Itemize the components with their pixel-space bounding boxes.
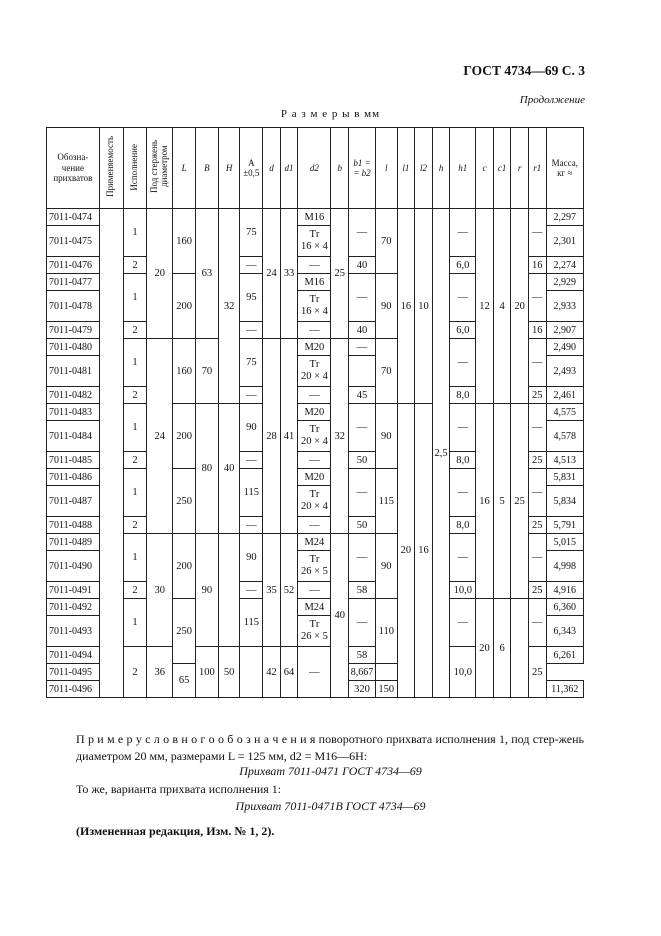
version-cell: 1 <box>123 469 147 517</box>
col-h: h <box>432 128 450 209</box>
h1-cell: 6,0 <box>450 322 476 339</box>
col-l1: l1 <box>397 128 415 209</box>
mass-cell: 2,274 <box>546 257 583 274</box>
b1-cell: — <box>349 599 376 647</box>
r1-cell: — <box>528 599 546 647</box>
version-cell: 1 <box>123 534 147 582</box>
col-r: r <box>511 128 529 209</box>
designation-cell: 7011-0476 <box>47 257 100 274</box>
l-cell: 90 <box>375 274 397 339</box>
r1-cell: 25 <box>528 582 546 599</box>
h-cell: 2,5 <box>432 209 450 698</box>
b1-cell: — <box>349 534 376 582</box>
A-cell: 75 <box>240 209 263 257</box>
l2-cell: 16 <box>415 404 433 698</box>
example-paragraph: П р и м е р у с л о в н о г о о б о з н а ч е н и я поворотного прихвата исполнения 1, под стер-жень диаметром 20 мм, размерами L = 125 мм, d2 = М16—6H: <box>76 732 584 764</box>
l1-cell: 20 <box>397 404 415 698</box>
L-cell: 250 <box>173 599 196 664</box>
designation-cell: 7011-0494 <box>47 647 100 664</box>
page-header-title: ГОСТ 4734—69 С. 3 <box>463 63 585 78</box>
r1-cell: 25 <box>528 452 546 469</box>
r1-cell: — <box>528 534 546 582</box>
rod-diameter-cell: 36 <box>147 647 173 698</box>
A-cell: — <box>240 257 263 274</box>
designation-cell: 7011-0484 <box>47 421 100 452</box>
d1-cell: 33 <box>280 209 298 339</box>
b1-cell: 40 <box>349 257 376 274</box>
col-rod-diameter: Под стержень диаметром <box>147 128 173 209</box>
r1-cell: — <box>528 209 546 257</box>
L-cell: 250 <box>173 469 196 534</box>
L-cell: 200 <box>173 534 196 599</box>
col-H: H <box>218 128 240 209</box>
A-cell: 115 <box>240 599 263 647</box>
d2-cell: Тr 20 × 4 <box>298 421 331 452</box>
H-cell: 50 <box>218 647 240 698</box>
d2-cell: — <box>298 387 331 404</box>
table-row <box>47 209 584 226</box>
r1-cell: — <box>528 404 546 452</box>
b1-cell: 50 <box>349 517 376 534</box>
r1-cell: 16 <box>528 322 546 339</box>
col-mass: Масса, кг ≈ <box>546 128 583 209</box>
col-L: L <box>173 128 196 209</box>
h1-cell: 10,0 <box>450 582 476 599</box>
mass-cell: 5,831 <box>546 469 583 486</box>
B-cell: 63 <box>195 209 218 339</box>
designation-cell: 7011-0486 <box>47 469 100 486</box>
designation-cell: 7011-0482 <box>47 387 100 404</box>
version-cell: 2 <box>123 387 147 404</box>
col-c: c <box>476 128 494 209</box>
d2-cell: М20 <box>298 404 331 421</box>
table-row <box>47 404 584 421</box>
b1-cell: — <box>349 469 376 517</box>
b1-cell: — <box>349 209 376 257</box>
L-cell: 320 <box>349 681 376 698</box>
A-cell: 115 <box>240 469 263 517</box>
l-cell: 110 <box>375 599 397 664</box>
designation-cell: 7011-0477 <box>47 274 100 291</box>
l-cell: 70 <box>375 209 397 274</box>
h1-cell: — <box>450 404 476 452</box>
mass-cell: 5,015 <box>546 534 583 551</box>
d2-cell: Тr 16 × 4 <box>298 226 331 257</box>
mass-cell: 5,834 <box>546 486 583 517</box>
col-c1: c1 <box>493 128 511 209</box>
mass-cell: 6,343 <box>546 616 583 647</box>
mass-cell: 6,360 <box>546 599 583 616</box>
rod-diameter-cell: 20 <box>147 209 173 339</box>
designation-cell: 7011-0475 <box>47 226 100 257</box>
designation-cell: 7011-0489 <box>47 534 100 551</box>
b1-cell: — <box>349 274 376 322</box>
designation-cell: 7011-0495 <box>47 664 100 681</box>
d2-cell: М24 <box>298 599 331 616</box>
example-variant-text: То же, варианта прихвата исполнения 1: <box>76 782 282 796</box>
c-cell: 20 <box>476 599 494 698</box>
d2-cell: — <box>298 322 331 339</box>
version-cell: 2 <box>123 452 147 469</box>
A-cell: — <box>240 582 263 599</box>
d-cell: 35 <box>263 534 281 647</box>
b-cell: 40 <box>331 534 349 698</box>
version-cell: 2 <box>123 517 147 534</box>
L-cell: 160 <box>173 209 196 274</box>
h1-cell: 10,0 <box>450 647 476 698</box>
table-row <box>47 599 584 616</box>
designation-cell: 7011-0478 <box>47 291 100 322</box>
h1-cell: — <box>450 274 476 322</box>
designation-cell: 7011-0493 <box>47 616 100 647</box>
H-cell <box>218 534 240 647</box>
r1-cell: — <box>528 339 546 387</box>
b-cell: 25 <box>331 209 349 339</box>
r1-cell: — <box>528 274 546 322</box>
version-cell: 1 <box>123 339 147 387</box>
col-d2: d2 <box>298 128 331 209</box>
mass-cell: 4,513 <box>546 452 583 469</box>
A-cell: 90 <box>240 404 263 452</box>
h1-cell: — <box>450 209 476 257</box>
L-cell: 200 <box>173 274 196 339</box>
b1-cell: 58 <box>349 647 376 664</box>
r1-cell: 25 <box>528 387 546 404</box>
b1-cell: 58 <box>349 582 376 599</box>
d2-cell: — <box>298 257 331 274</box>
c-cell: 16 <box>476 404 494 599</box>
d2-cell: Тr 16 × 4 <box>298 291 331 322</box>
d-cell: 28 <box>263 339 281 534</box>
h1-cell: 8,0 <box>450 387 476 404</box>
version-cell: 1 <box>123 599 147 647</box>
b1-cell: 50 <box>349 452 376 469</box>
d2-cell: — <box>298 582 331 599</box>
designation-cell: 7011-0487 <box>47 486 100 517</box>
mass-cell: 4,578 <box>546 421 583 452</box>
col-l: l <box>375 128 397 209</box>
A-cell: 90 <box>240 534 263 582</box>
d2-cell: Тr 26 × 5 <box>298 551 331 582</box>
table-header-row <box>47 128 584 209</box>
mass-cell: 5,791 <box>546 517 583 534</box>
mass-cell: 4,575 <box>546 404 583 421</box>
c1-cell: 4 <box>493 209 511 404</box>
applicability-cell <box>99 209 123 698</box>
d2-cell: М20 <box>298 339 331 356</box>
l-cell: 150 <box>375 681 397 698</box>
d2-cell: М24 <box>298 534 331 551</box>
h1-cell: 8,0 <box>450 452 476 469</box>
designation-cell: 7011-0483 <box>47 404 100 421</box>
version-cell: 1 <box>123 404 147 452</box>
col-A: A ±0,5 <box>240 128 263 209</box>
version-cell: 1 <box>123 274 147 322</box>
h1-cell: — <box>450 469 476 517</box>
example-designation-2: Прихват 7011-0471В ГОСТ 4734—69 <box>235 799 426 813</box>
L-cell: 160 <box>173 339 196 404</box>
mass-cell: 2,461 <box>546 387 583 404</box>
designation-cell: 7011-0491 <box>47 582 100 599</box>
b-cell: 32 <box>331 339 349 534</box>
continuation-label: Продолжение <box>519 94 585 106</box>
l1-cell: 16 <box>397 209 415 404</box>
version-cell: 1 <box>123 209 147 257</box>
l-cell: 115 <box>375 469 397 534</box>
A-cell <box>240 647 263 698</box>
designation-cell: 7011-0479 <box>47 322 100 339</box>
mass-cell: 6,261 <box>546 647 583 664</box>
col-d: d <box>263 128 281 209</box>
version-cell: 2 <box>123 322 147 339</box>
designation-cell: 7011-0492 <box>47 599 100 616</box>
b1-cell: — <box>349 404 376 452</box>
A-cell: 95 <box>240 274 263 322</box>
b1-cell <box>349 356 376 387</box>
H-cell: 32 <box>218 209 240 404</box>
d2-cell: М20 <box>298 469 331 486</box>
mass-cell: 2,929 <box>546 274 583 291</box>
d2-cell: Тr 20 × 4 <box>298 486 331 517</box>
mass-cell: 2,301 <box>546 226 583 257</box>
h1-cell: 8,0 <box>450 517 476 534</box>
mass-cell: 2,907 <box>546 322 583 339</box>
b1-cell: 40 <box>349 322 376 339</box>
designation-cell: 7011-0481 <box>47 356 100 387</box>
L-cell: 200 <box>173 404 196 469</box>
r-cell: 25 <box>511 404 529 599</box>
col-l2: l2 <box>415 128 433 209</box>
designation-cell: 7011-0485 <box>47 452 100 469</box>
d1-cell: 64 <box>280 647 298 698</box>
col-b: b <box>331 128 349 209</box>
d1-cell: 52 <box>280 534 298 647</box>
col-applicability: Применяемость <box>99 128 123 209</box>
l-cell: 90 <box>375 534 397 599</box>
designation-cell: 7011-0488 <box>47 517 100 534</box>
designation-cell: 7011-0480 <box>47 339 100 356</box>
col-B: B <box>195 128 218 209</box>
mass-cell: 2,297 <box>546 209 583 226</box>
A-cell: — <box>240 517 263 534</box>
designation-cell: 7011-0490 <box>47 551 100 582</box>
units-caption: Р а з м е р ы в мм <box>280 108 381 120</box>
col-d1: d1 <box>280 128 298 209</box>
B-cell: 100 <box>195 647 218 698</box>
A-cell: — <box>240 322 263 339</box>
A-cell: — <box>240 387 263 404</box>
mass-cell: 11,362 <box>546 681 583 698</box>
h1-cell: 6,0 <box>450 257 476 274</box>
designation-cell: 7011-0474 <box>47 209 100 226</box>
h1-cell: — <box>450 339 476 387</box>
r-cell <box>511 599 529 698</box>
h1-cell: — <box>450 599 476 647</box>
b1-cell: 65 <box>173 664 196 698</box>
l2-cell: 10 <box>415 209 433 404</box>
col-h1: h1 <box>450 128 476 209</box>
rod-diameter-cell: 24 <box>147 339 173 534</box>
B-cell: 70 <box>195 339 218 404</box>
mass-cell: 8,667 <box>349 664 376 681</box>
A-cell: — <box>240 452 263 469</box>
col-b1: b1 = = b2 <box>349 128 376 209</box>
d2-cell: Тr 26 × 5 <box>298 616 331 647</box>
c-cell: 12 <box>476 209 494 404</box>
rod-diameter-cell: 30 <box>147 534 173 647</box>
version-cell: 2 <box>123 647 147 698</box>
d2-cell: — <box>298 517 331 534</box>
B-cell: 80 <box>195 404 218 534</box>
mass-cell: 2,493 <box>546 356 583 387</box>
d-cell: 24 <box>263 209 281 339</box>
revision-note: (Измененная редакция, Изм. № 1, 2). <box>76 824 275 838</box>
c1-cell: 5 <box>493 404 511 599</box>
d2-cell: М16 <box>298 274 331 291</box>
r1-cell: 25 <box>528 517 546 534</box>
r1-cell: 25 <box>528 647 546 698</box>
mass-cell: 2,933 <box>546 291 583 322</box>
version-cell: 2 <box>123 257 147 274</box>
r1-cell: — <box>528 469 546 517</box>
mass-cell: 4,998 <box>546 551 583 582</box>
d-cell: 42 <box>263 647 281 698</box>
H-cell: 40 <box>218 404 240 534</box>
d2-cell: — <box>298 647 331 698</box>
l-cell: 70 <box>375 339 397 404</box>
designation-cell: 7011-0496 <box>47 681 100 698</box>
B-cell: 90 <box>195 534 218 647</box>
mass-cell: 4,916 <box>546 582 583 599</box>
d2-cell: М16 <box>298 209 331 226</box>
d2-cell: — <box>298 452 331 469</box>
l-cell: 90 <box>375 404 397 469</box>
col-r1: r1 <box>528 128 546 209</box>
b1-cell: 45 <box>349 387 376 404</box>
version-cell: 2 <box>123 582 147 599</box>
A-cell: 75 <box>240 339 263 387</box>
col-version: Исполнение <box>123 128 147 209</box>
b1-cell: — <box>349 339 376 356</box>
r1-cell: 16 <box>528 257 546 274</box>
h1-cell: — <box>450 534 476 582</box>
example-designation-1: Прихват 7011-0471 ГОСТ 4734—69 <box>239 764 422 778</box>
dimensions-table <box>46 127 584 698</box>
d1-cell: 41 <box>280 339 298 534</box>
c1-cell: 6 <box>493 599 511 698</box>
d2-cell: Тr 20 × 4 <box>298 356 331 387</box>
col-designation: Обозна- чение прихватов <box>47 128 100 209</box>
r-cell: 20 <box>511 209 529 404</box>
mass-cell: 2,490 <box>546 339 583 356</box>
